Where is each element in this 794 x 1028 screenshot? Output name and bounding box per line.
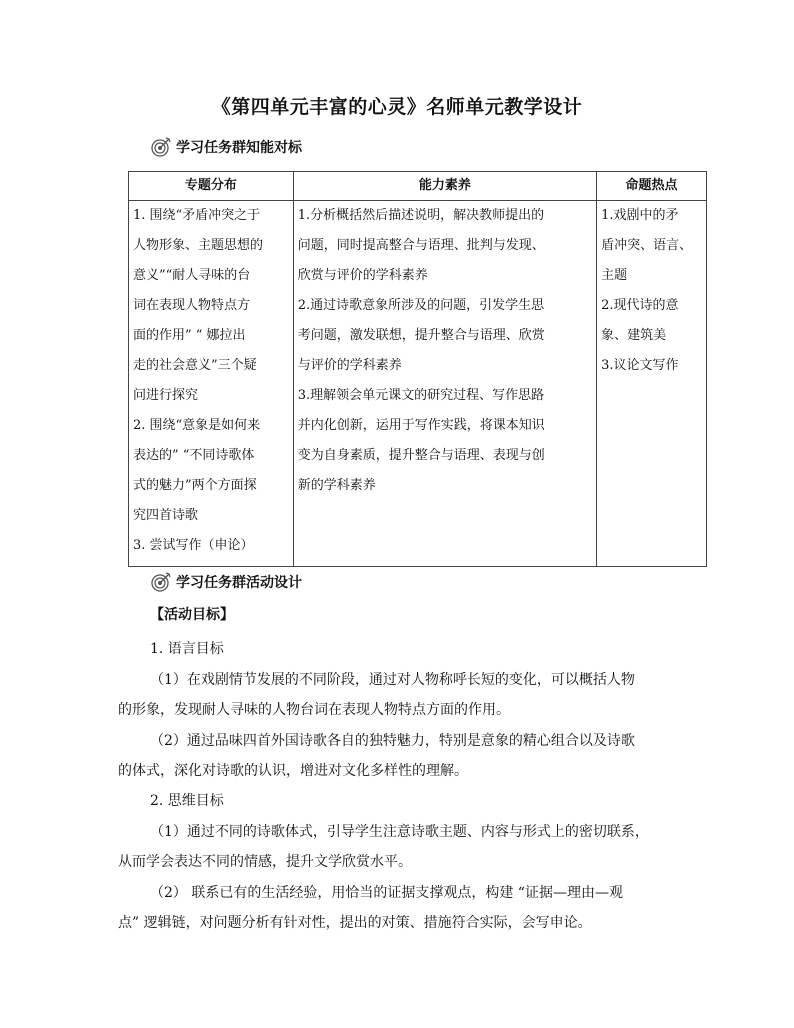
column-header: 专题分布 <box>129 172 294 201</box>
cell-line: 主题 <box>601 268 628 283</box>
column-header: 能力素养 <box>293 172 596 201</box>
table-header-row <box>129 172 707 201</box>
cell-line: 2.通过诗歌意象所涉及的问题，引发学生思 <box>297 298 545 313</box>
activity-goal-heading: 【活动目标】 <box>150 607 234 623</box>
cell-line: 考问题，激发联想，提升整合与语理、欣赏 <box>297 328 545 343</box>
cell-line: 1.戏剧中的矛 <box>601 208 679 223</box>
table-row <box>129 201 707 567</box>
section-heading-label: 学习任务群活动设计 <box>176 575 302 591</box>
target-icon <box>150 136 172 158</box>
cell-line: 欣赏与评价的学科素养 <box>297 268 428 283</box>
cell-line: 与评价的学科素养 <box>297 358 402 373</box>
paragraph-line: 点” 逻辑链，对问题分析有针对性，提出的对策、措施符合实际，会写申论。 <box>118 915 592 931</box>
ability-cell <box>293 201 596 567</box>
cell-line: 人物形象、主题思想的 <box>133 238 264 253</box>
paragraph-line: （2）通过品味四首外国诗歌各自的独特魅力，特别是意象的精心组合以及诗歌 <box>150 733 635 749</box>
cell-line: 新的学科素养 <box>297 478 376 493</box>
target-icon <box>150 571 172 593</box>
section-heading-knowledge <box>150 136 302 158</box>
cell-line: 2. 围绕“意象是如何来 <box>133 418 261 433</box>
cell-line: 3.议论文写作 <box>601 358 679 373</box>
cell-line: 表达的” “不同诗歌体 <box>133 448 255 463</box>
language-goal-heading: 1. 语言目标 <box>150 641 224 657</box>
cell-line: 词在表现人物特点方 <box>133 298 251 313</box>
cell-line: 意义”“耐人寻味的台 <box>133 268 251 283</box>
cell-line: 2.现代诗的意 <box>601 298 679 313</box>
knowledge-table <box>128 171 707 567</box>
cell-line: 问进行探究 <box>133 388 199 403</box>
paragraph-line: 的体式，深化对诗歌的认识，增进对文化多样性的理解。 <box>118 763 468 779</box>
thinking-goal-heading: 2. 思维目标 <box>150 793 224 809</box>
topic-cell <box>129 201 294 567</box>
cell-line: 3.理解领会单元课文的研究过程、写作思路 <box>297 388 545 403</box>
column-header: 命题热点 <box>597 172 707 201</box>
cell-line: 式的魅力”两个方面探 <box>133 478 257 493</box>
section-heading-label: 学习任务群知能对标 <box>176 140 302 156</box>
cell-line: 并内化创新，运用于写作实践，将课本知识 <box>297 418 545 433</box>
cell-line: 究四首诗歌 <box>133 508 199 523</box>
hotspot-cell <box>597 201 707 567</box>
paragraph-line: （2） 联系已有的生活经验，用恰当的证据支撑观点，构建 “证据—理由—观 <box>150 885 623 901</box>
paragraph-line: （1）在戏剧情节发展的不同阶段，通过对人物称呼长短的变化，可以概括人物 <box>150 672 635 688</box>
cell-line: 1.分析概括然后描述说明，解决教师提出的 <box>297 208 545 223</box>
cell-line: 变为自身素质，提升整合与语理、表现与创 <box>297 448 545 463</box>
cell-line: 面的作用” “ 娜拉出 <box>133 328 246 343</box>
cell-line: 盾冲突、语言、 <box>601 238 693 253</box>
paragraph-line: （1）通过不同的诗歌体式，引导学生注意诗歌主题、内容与形式上的密切联系， <box>150 824 649 840</box>
page-title: 《第四单元丰富的心灵》名师单元教学设计 <box>211 96 583 118</box>
cell-line: 问题，同时提高整合与语理、批判与发现、 <box>297 238 545 253</box>
paragraph-line: 的形象，发现耐人寻味的人物台词在表现人物特点方面的作用。 <box>118 702 510 718</box>
cell-line: 象、建筑美 <box>601 328 667 343</box>
section-heading-activity <box>150 571 302 593</box>
cell-line: 3. 尝试写作（申论） <box>133 538 254 553</box>
cell-line: 1. 围绕“矛盾冲突之于 <box>133 208 261 223</box>
paragraph-line: 从而学会表达不同的情感，提升文学欣赏水平。 <box>118 854 412 870</box>
cell-line: 走的社会意义”三个疑 <box>133 358 257 373</box>
